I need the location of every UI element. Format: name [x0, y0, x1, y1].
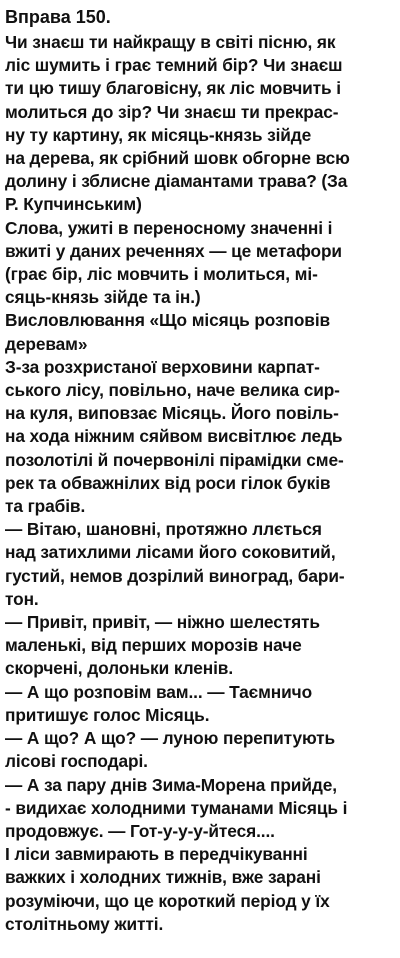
text-line-32: лісові господарі.: [5, 751, 148, 772]
text-line-30: притишує голос Місяць.: [5, 704, 210, 725]
text-line-28: скорчені, долоньки кленів.: [5, 658, 234, 679]
text-line-16: ського лісу, повільно, наче велика сир-: [5, 380, 340, 401]
text-line-22: — Вітаю, шановні, протяжно ллється: [5, 519, 322, 540]
text-line-21: та грабів.: [5, 496, 86, 517]
text-line-1: Чи знаєш ти найкращу в світі пісню, як: [5, 32, 336, 52]
text-line-9: Слова, ужиті в переносному значенні і: [5, 217, 333, 238]
text-line-17: на куля, виповзає Місяць. Його повіль-: [5, 403, 339, 424]
text-line-8: Р. Купчинським): [5, 194, 142, 215]
text-line-24: густий, немов дозрілий виноград, бари-: [5, 565, 345, 586]
text-line-4: молиться до зір? Чи знаєш ти прекрас-: [5, 101, 339, 122]
exercise-title: Вправа 150.: [5, 7, 111, 27]
text-line-29: — А що розповім вам... — Таємничо: [5, 681, 313, 702]
text-line-20: рек та обважнілих від роси гілок буків: [5, 472, 331, 493]
text-line-36: І ліси завмирають в передчікуванні: [5, 844, 308, 865]
text-line-33: — А за пару днів Зима-Морена прийде,: [5, 774, 337, 795]
text-line-5: ну ту картину, як місяць-князь зійде: [5, 124, 312, 145]
text-line-12: сяць-князь зійде та ін.): [5, 287, 201, 308]
text-line-7: долину і зблисне діамантами трава? (За: [5, 171, 348, 192]
text-line-3: ти цю тишу благовісну, як ліс мовчить і: [5, 78, 341, 99]
text-line-37: важких і холодних тижнів, вже зарані: [5, 867, 321, 888]
text-line-25: тон.: [5, 588, 39, 609]
text-line-27: маленькі, від перших морозів наче: [5, 635, 302, 656]
text-line-38: розуміючи, що це короткий період у їх: [5, 890, 330, 911]
text-line-15: З-за розхристаної верховини карпат-: [5, 356, 320, 377]
text-line-31: — А що? А що? — луною перепитують: [5, 728, 336, 749]
text-line-14: деревам»: [5, 333, 88, 354]
text-line-23: над затихлими лісами його соковитий,: [5, 542, 336, 563]
text-line-34: - видихає холодними туманами Місяць і: [5, 797, 348, 818]
text-line-26: — Привіт, привіт, — ніжно шелестять: [5, 612, 320, 633]
exercise-body: [5, 31, 397, 936]
text-line-13: Висловлювання «Що місяць розповів: [5, 310, 331, 331]
text-line-11: (грає бір, ліс мовчить і молиться, мі-: [5, 264, 318, 285]
text-line-19: позолотілі й почервонілі пірамідки сме-: [5, 449, 344, 470]
text-line-2: ліс шумить і грає темний бір? Чи знаєш: [5, 55, 343, 76]
text-line-35: продовжує. — Гот-у-у-у-йтеся....: [5, 820, 275, 841]
text-line-6: на дерева, як срібний шовк обгорне всю: [5, 148, 350, 169]
exercise-page: [5, 6, 397, 936]
text-line-39: столітньому житті.: [5, 913, 164, 934]
text-line-18: на хода ніжним сяйвом висвітлює ледь: [5, 426, 343, 447]
text-line-10: вжиті у даних реченнях — це метафори: [5, 240, 342, 261]
